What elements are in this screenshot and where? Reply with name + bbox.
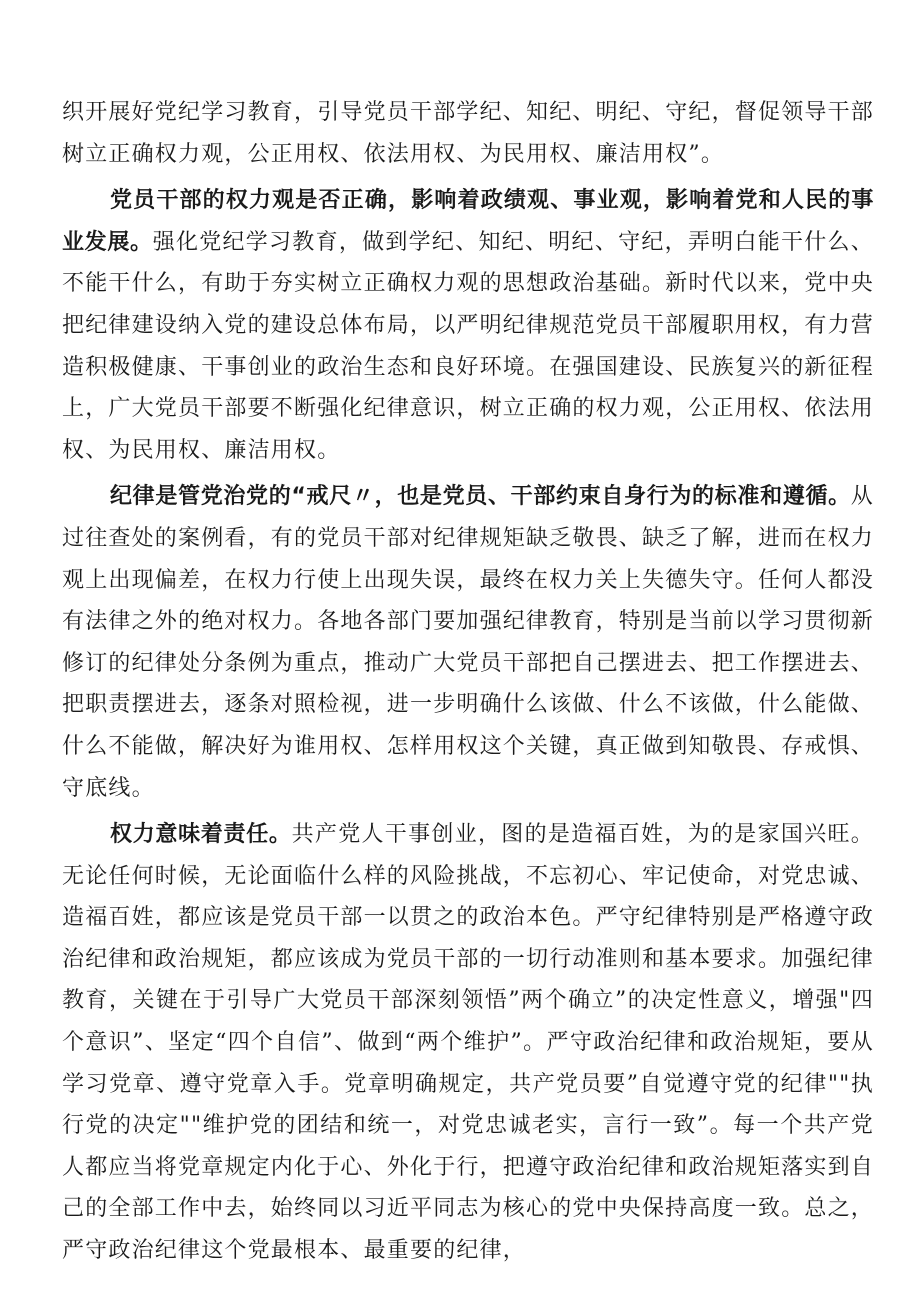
paragraph-text: 共产党人干事创业，图的是造福百姓，为的是家国兴旺。无论任何时候，无论面临什么样的风险挑战，不忘初心、牢记使命，对党忠诚、造福百姓，都应该是党员干部一以贯之的政治本色。严守纪律特别是严格遵守政治纪律和政治规矩，都应该成为党员干部的一切行动准则和基本要求。加强纪律教育，关键在于引导广大党员干部深刻领悟”两个确立”的决定性意义，增强"四个意识”、坚定“四个自信”、做到“两个维护”。严守政治纪律和政治规矩，要从学习党章、遵守党章入手。党章明确规定，共产党员要”自觉遵守党的纪律""执行党的决定""维护党的团结和统一，对党忠诚老实，言行一致”。每一个共产党人都应当将党章规定内化于心、外化于行，把遵守政治纪律和政治规矩落实到自己的全部工作中去，始终同以习近平同志为核心的党中央保持高度一致。总之，严守政治纪律这个党最根本、最重要的纪律， <box>62 822 875 1264</box>
paragraph-lead-sentence: 党员干部的权力观是否正确，影响着政绩观、事业观，影响着党和人民的事业发展。 <box>62 188 874 255</box>
paragraph-text: 强化党纪学习教育，做到学纪、知纪、明纪、守纪，弄明白能干什么、不能干什么，有助于夯实树立正确权力观的思想政治基础。新时代以来，党中央把纪律建设纳入党的建设总体布局，以严明纪律规范党员干部履职用权，有力营造积极健康、干事创业的政治生态和良好环境。在强国建设、民族复兴的新征程上，广大党员干部要不断强化纪律意识，树立正确的权力观，公正用权、依法用权、为民用权、廉洁用权。 <box>62 229 875 463</box>
paragraph-power-view <box>62 180 874 471</box>
paragraph-continuation <box>62 92 874 175</box>
paragraph-lead-sentence: 权力意味着责任。 <box>110 822 292 848</box>
paragraph-lead-sentence: 纪律是管党治党的“戒尺〃，也是党员、干部约束自身行为的标准和遵循。 <box>110 484 851 510</box>
document-body <box>62 92 874 1272</box>
paragraph-text: 从过往查处的案例看，有的党员干部对纪律规矩缺乏敬畏、缺乏了解，进而在权力观上出现偏差，在权力行使上出现失误，最终在权力关上失德失守。任何人都没有法律之外的绝对权力。各地各部门要加强纪律教育，特别是当前以学习贯彻新修订的纪律处分条例为重点，推动广大党员干部把自己摆进去、把工作摆进去、把职责摆进去，逐条对照检视，进一步明确什么该做、什么不该做，什么能做、什么不能做，解决好为谁用权、怎样用权这个关键，真正做到知敬畏、存戒惧、守底线。 <box>62 484 875 801</box>
paragraph-power-responsibility <box>62 814 874 1272</box>
paragraph-text: 织开展好党纪学习教育，引导党员干部学纪、知纪、明纪、守纪，督促领导干部树立正确权力观，公正用权、依法用权、为民用权、廉洁用权”。 <box>62 100 875 167</box>
paragraph-discipline-ruler <box>62 476 874 809</box>
